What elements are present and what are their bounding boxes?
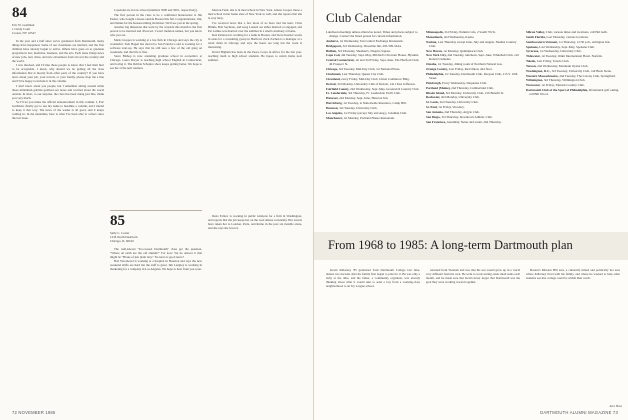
calendar-entry bbox=[526, 88, 620, 96]
club-name: Cleveland, bbox=[326, 76, 341, 81]
paragraph: The well-known "Too-Green Dartmouth" class got the question, "Where on earth are the old alumni?" For now: We do answer it that might be "Broke of just plain lazy." No news is good news? bbox=[110, 246, 202, 259]
club-name: Toledo, bbox=[526, 59, 536, 64]
club-name: Omaha, bbox=[426, 62, 437, 67]
club-name: Amherst, bbox=[326, 38, 339, 43]
calendar-entry bbox=[526, 64, 620, 68]
class-secretary-address-2: Sally C. Coster 1234 North Dearborn Chicago, IL 60610 bbox=[110, 231, 138, 244]
class-notes-column-2 bbox=[110, 8, 202, 71]
article-column-2 bbox=[426, 268, 520, 285]
paragraph: returned from Vietnam and saw that his son would grow up in a world very different from his own. He went to work setting aside small sums each month, and he made sure that Kevin never forgot that Dartmouth was the goal they were working toward together. bbox=[426, 268, 520, 284]
calendar-entry bbox=[326, 58, 420, 66]
club-name: St. Paul, bbox=[426, 105, 438, 110]
calendar-entry bbox=[426, 100, 520, 104]
paragraph: Bob Woodward is working at a hospital in Houston and says the new weekend shifts are hard but the staff is great. Jim Langley is working in marketing for a company in Los Angeles. We hope to hear from you soon. bbox=[110, 259, 202, 272]
meeting-details: 2nd Tuesday, luncheon, Sept–June, Whitehall Club, call Robert Clements. bbox=[429, 53, 519, 62]
page-footer-left: 72 NOVEMBER 1985 bbox=[12, 410, 56, 415]
meeting-details: 1st Thursday, 12:30 p.m., Arlington Inn. bbox=[558, 39, 611, 44]
club-name: Spokane, bbox=[526, 44, 539, 49]
page-footer-right: DARTMOUTH ALUMNI MAGAZINE 73 bbox=[540, 410, 618, 415]
calendar-entry bbox=[326, 49, 420, 53]
meeting-details: 1st Friday, Tatnuck Country Club. bbox=[541, 83, 585, 88]
calendar-entry bbox=[326, 96, 420, 100]
article-column-1 bbox=[326, 268, 420, 289]
club-name: Bridgeport, bbox=[326, 43, 342, 48]
meeting-details: 3rd Thursday, Sheehan's, Niagara Square. bbox=[337, 48, 391, 53]
calendar-entry bbox=[526, 59, 620, 63]
club-name: Detroit, bbox=[326, 81, 337, 86]
meeting-details: 3rd Monday, University Club, 219 Benefit St. bbox=[445, 90, 505, 95]
club-name: Tidewater, bbox=[526, 54, 541, 59]
club-name: Minneapolis, bbox=[426, 30, 444, 34]
paragraph: David Higham has been in the Peace Corps in Africa for the last year, teaching math to high school students. He hopes to return home next summer. bbox=[208, 49, 302, 62]
section-divider bbox=[110, 210, 202, 211]
article-headline: From 1968 to 1985: A long-term Dartmouth plan bbox=[328, 238, 573, 252]
club-name: Cape Cod, bbox=[326, 53, 341, 58]
club-name: Manchester, bbox=[326, 115, 343, 120]
club-name: Pittsburgh, bbox=[426, 80, 442, 85]
club-name: Portland (Maine), bbox=[426, 85, 451, 90]
meeting-details: 1st Tuesday, Omni International Hotel, Norfolk. bbox=[541, 54, 603, 59]
calendar-entry bbox=[426, 110, 520, 114]
right-page bbox=[314, 0, 628, 420]
club-name: Dartmouth Club of the Sport of Philadelphia, bbox=[526, 88, 588, 93]
meeting-details: 1st Friday, Woodery. bbox=[438, 105, 465, 110]
calendar-entry bbox=[426, 95, 520, 99]
calendar-entry bbox=[426, 91, 520, 95]
club-name: Hanover, bbox=[326, 96, 339, 101]
class-notes-section-2 bbox=[110, 214, 202, 272]
club-name: Harrisburg, bbox=[326, 101, 343, 106]
calendar-entry bbox=[326, 87, 420, 91]
calendar-entry bbox=[426, 120, 520, 124]
club-name: Los Angeles, bbox=[326, 110, 344, 115]
calendar-entry bbox=[326, 106, 420, 110]
calendar-entry bbox=[426, 35, 520, 39]
calendar-entry bbox=[326, 77, 420, 81]
paragraph: Morton Fann, she is in med school in New York. Alison Cooper chose a med school in her home state of New York as well, and she reports that she is very busy. bbox=[208, 8, 302, 20]
meeting-details: Luncheon meetings unless otherwise noted. Times and places subject to change. Contact the listed person for current information. bbox=[326, 30, 418, 39]
meeting-details: 4th Tuesday, Sept–May, Mildred's Chowder House, Hyannis. bbox=[341, 53, 420, 58]
meeting-details: Last Wednesday, Sept–May, Spokane Club. bbox=[539, 44, 595, 49]
meeting-details: Last Friday, Red Onion, 2nd floor. bbox=[448, 67, 493, 72]
calendar-entry bbox=[326, 39, 420, 43]
meeting-details: 1st Monday, Portland House Restaurant. bbox=[343, 115, 395, 120]
club-calendar-title: Club Calendar bbox=[326, 10, 402, 25]
meeting-details: 3rd Tuesday, University Club, call Buck Stone. bbox=[551, 68, 612, 73]
meeting-details: 3rd Thursday, Wilmington Club. bbox=[543, 78, 586, 83]
class-notes-column-3 bbox=[208, 8, 302, 62]
calendar-entry bbox=[326, 111, 420, 115]
calendar-entry bbox=[526, 35, 620, 39]
meeting-details: 2nd Tuesday, The Colony Club, Springfield. bbox=[559, 73, 616, 78]
club-name: Silicon Valley, bbox=[526, 30, 545, 34]
meeting-details: Invitational golf outing, call Bill Wood. bbox=[529, 88, 620, 97]
club-name: Houston, bbox=[326, 105, 339, 110]
club-name: Worcester, bbox=[526, 83, 541, 88]
club-name: San Diego, bbox=[426, 114, 441, 119]
paragraph: Ron Patterson is working for a bank in Boston, and Steve Kessler works in sales for a consulting group in Hartford. Zach Zachen is a manager at a retail chain in Chicago and says the hours are long but the work is interesting. bbox=[208, 33, 302, 50]
meeting-details: every Friday, Mid-Day Club, Union Commerce Bldg. bbox=[341, 76, 410, 81]
paragraph: Boston's Mission Hill area, a culturally mixed and politically hot area where Killarney lived with his family, and where he worked to help other students see that college could be within their reach. bbox=[526, 268, 620, 280]
club-name: Ft. Lauderdale, bbox=[326, 91, 348, 96]
calendar-entry bbox=[426, 86, 520, 90]
meeting-details: 1st Friday (except July and Aug.), Jonathan Club. bbox=[343, 110, 408, 115]
paragraph: Copeland are in law school (numbers 5000 and 5001, respectively). bbox=[114, 8, 198, 12]
calendar-column-2 bbox=[426, 30, 520, 124]
paragraph: The first person in the class to be a confirmed homeowner is Jim Parker, who bought a house outside Boston this fall. Congratulations, Jim, and thanks for the housewarming invitation. We'll see you in the spring. bbox=[110, 12, 202, 25]
paragraph: Mark Cropper is working at a law firm in Chicago and says the city is wonderful. Tom Hagen has moved to San Francisco and is working for a software start-up. He says that he still sees a few of the old gang on weekends, and that life is fine. bbox=[110, 37, 202, 54]
calendar-entry bbox=[526, 83, 620, 87]
calendar-entry bbox=[326, 44, 420, 48]
club-name: St. Louis, bbox=[426, 100, 439, 105]
club-name: South Florida, bbox=[526, 34, 546, 39]
calendar-entry bbox=[326, 101, 420, 105]
meeting-details: 2nd Wednesday, Keene. bbox=[443, 34, 475, 39]
calendar-entry bbox=[426, 67, 520, 71]
calendar-entry bbox=[526, 45, 620, 49]
class-notes-section-2-cont bbox=[208, 214, 302, 231]
calendar-entry bbox=[426, 49, 520, 53]
club-name: San Antonio, bbox=[426, 109, 444, 114]
meeting-details: 1st Wednesday, University Club. bbox=[539, 49, 582, 54]
club-name: Washington, D.C., bbox=[526, 68, 551, 73]
meeting-details: 1st Monday, Quinnipiack Club. bbox=[443, 48, 484, 53]
meeting-details: 3rd Tuesday, University Club. bbox=[339, 105, 378, 110]
club-name: Southwestern Vermont, bbox=[526, 39, 559, 44]
meeting-details: Club, various times and locations, call Hal Gelb. bbox=[545, 30, 608, 34]
calendar-entry bbox=[526, 78, 620, 82]
club-name: Tucson, bbox=[526, 63, 537, 68]
calendar-entry bbox=[426, 115, 520, 119]
club-name: Rhode Island, bbox=[426, 90, 445, 95]
meeting-details: 2nd Thursday, Argyle Club. bbox=[444, 109, 480, 114]
club-name: New York City, bbox=[426, 53, 447, 58]
meeting-details: 2nd Tuesday, University Club. bbox=[439, 100, 479, 105]
paragraph: In the year and a half since we've graduated from Dartmouth, many things have happened. Some of our classmates are married, and the first children have already begun to arrive. Others have gone on to graduate programs in law, medicine, business, and the arts. Each issue brings news of new jobs, new cities, and new adventures from all over the country and the world. bbox=[12, 38, 104, 63]
calendar-entry bbox=[526, 69, 620, 73]
calendar-entry bbox=[526, 40, 620, 44]
meeting-details: Last Thursday, Queen City Club. bbox=[341, 72, 385, 76]
meeting-details: Last Friday, Toledo Club. bbox=[536, 59, 570, 64]
meeting-details: 2nd Wednesday, Sept–May, Greenwich Country Club. bbox=[350, 86, 420, 91]
class-year-number: 84 bbox=[12, 5, 27, 21]
meeting-details: 1st Wednesday, Ten Central Exchange Restaurant. bbox=[339, 38, 404, 43]
paragraph: Dena Fallow is working in public relations for a firm in Washington, and reports that the job keeps her on the road almost constantly. Her travels have taken her to London, Paris, and Rome in the past six months alone, and she says she loves it. bbox=[208, 214, 302, 230]
meeting-details: 1st Tuesday, at Nationwide Insurance, Camp Hill. bbox=[343, 101, 407, 106]
paragraph: So I'll let you make the official announcement in this column. I, Eric Grellman, finally got to use my name to headline a column, and I intend to keep it that way. The news of the weeks is all good, and it keeps coming in. In the meantime, here is what I've been able to collect since the last issue. bbox=[12, 100, 104, 121]
paragraph: I've received news that a few more of us have tied the knot. Chris Hinkle, Bob Seymour, and Greg Lanzeit are either married or engaged, and Pat Lemke was married over the summer in a small ceremony at home. bbox=[208, 20, 302, 33]
meeting-details: 3rd Wednesday, Shoreline Inn, 203-599-5444. bbox=[342, 43, 402, 48]
calendar-entry bbox=[326, 67, 420, 71]
club-name: Fairfield County, bbox=[326, 86, 350, 91]
calendar-entry bbox=[426, 30, 520, 34]
calendar-entry bbox=[326, 82, 420, 86]
calendar-entry bbox=[526, 74, 620, 78]
article-byline: Alex Huss bbox=[609, 404, 622, 408]
club-name: Nashua, bbox=[426, 39, 438, 44]
club-name: Buffalo, bbox=[326, 48, 337, 53]
club-name: Western Massachusetts, bbox=[526, 73, 559, 78]
calendar-entry bbox=[426, 105, 520, 109]
calendar-entry bbox=[326, 53, 420, 57]
club-name: Monadnock, bbox=[426, 34, 444, 39]
calendar-entry bbox=[426, 53, 520, 61]
calendar-column-1 bbox=[326, 30, 420, 120]
calendar-entry bbox=[326, 91, 420, 95]
calendar-entry bbox=[526, 30, 620, 34]
club-name: Central Connecticut, bbox=[326, 58, 355, 63]
class-year-number-2: 85 bbox=[110, 213, 125, 229]
paragraph: Another big milestone that went by the wayside this month is the first person to be married and divorced. I won't mention names, but you know who you are. bbox=[110, 25, 202, 38]
class-notes-column-1 bbox=[12, 6, 104, 121]
meeting-details: 3rd Tuesday, Mid-Day Club, 1st National Plaza. bbox=[338, 67, 401, 72]
calendar-entry bbox=[426, 40, 520, 48]
meeting-details: Last Thursday except June, July and August, Nashua Country Club. bbox=[429, 39, 517, 48]
calendar-entry bbox=[526, 54, 620, 58]
meeting-details: Last Thursday, various locations. bbox=[546, 34, 589, 39]
paragraph: I was shocked, and I'd like those people to know that I feel their hurt to be acceptable. I mean, why should we be getting all the class information that is mostly from other parts of the country? If you have news about your job, your travels, or your family, please drop me a line and I'll be happy to include it in the column. bbox=[12, 63, 104, 84]
meeting-details: Every Wednesday, Duquesne Club. bbox=[442, 80, 488, 85]
class-secretary-address: Eric W. Grellman 1 Cindy Court Croton, NY 10547 bbox=[12, 23, 36, 36]
calendar-entry bbox=[326, 30, 420, 38]
meeting-details: 3rd Monday, University Club of Detroit, 1411 East Jefferson. bbox=[337, 81, 416, 86]
meeting-details: 3rd Friday, Nankin Cafe, 2 South 7th St. bbox=[444, 30, 496, 34]
club-name: Chicago, bbox=[326, 67, 338, 72]
meeting-details: 1st Tuesday, dining room of Northern Natural Gas. bbox=[437, 62, 503, 67]
club-name: Philadelphia, bbox=[426, 72, 444, 76]
meeting-details: 2nd Wednesday, Mountain Oyster Club. bbox=[537, 63, 589, 68]
meeting-details: 2nd Monday, Sept–June, Hanover Inn. bbox=[339, 96, 389, 101]
meeting-details: 2nd Monday, University Club. bbox=[440, 95, 480, 100]
club-name: Orange County, bbox=[426, 67, 448, 72]
club-name: Cincinnati, bbox=[326, 72, 342, 76]
calendar-entry bbox=[426, 62, 520, 66]
paragraph: Kevin Killarney '85 graduated from Dartmouth College last June, almost two decades after his family first began to plan for it. He was only a baby at the time, and his father, a community organizer, was already thinking about what it would take to send a boy from a working-class neighborhood to an Ivy League school. bbox=[326, 268, 420, 288]
club-name: San Francisco, bbox=[426, 119, 447, 124]
meeting-details: 1st and 3rd Friday, Sept–June, The Hartford Club, 46 Prospect St. bbox=[329, 58, 420, 67]
club-name: Rochester, bbox=[426, 95, 441, 100]
calendar-entry bbox=[326, 72, 420, 76]
club-name: Syracuse, bbox=[526, 49, 540, 54]
calendar-entry bbox=[326, 116, 420, 120]
meeting-details: Assembly, Sutter and Grant, 2nd Thursday. bbox=[446, 119, 502, 124]
meeting-details: 2nd Thursday, Cumberland Club. bbox=[451, 85, 494, 90]
meeting-details: 3rd Thursday, Ft. Lauderdale Yacht Club. bbox=[347, 91, 401, 96]
paragraph: Steve Bishop is now attending graduate school in economics at Chicago. Laura Dwyer is teaching high school English in Connecticut, and loving it. The Debbie Schapiro show keeps getting better. We hope to see her at the next reunion. bbox=[110, 54, 202, 71]
club-name: Wilmington, bbox=[526, 78, 544, 83]
meeting-details: 1st Tuesday, Dartmouth Club, Racquet Club, 215 S. 16th Street. bbox=[429, 72, 518, 81]
meeting-details: 3rd Thursday, Downtown Athletic Club. bbox=[441, 114, 493, 119]
club-name: New Haven, bbox=[426, 48, 443, 53]
calendar-entry bbox=[526, 49, 620, 53]
calendar-entry bbox=[426, 81, 520, 85]
calendar-column-3 bbox=[526, 30, 620, 97]
paragraph: I don't know about you people, but I remember sitting around while those millenium goblins grabbed our notes and worried about the world outside. In short, to our surprise, the class has been doing just fine, thank you very much. bbox=[12, 83, 104, 100]
article-column-3 bbox=[526, 268, 620, 281]
calendar-entry bbox=[426, 72, 520, 80]
